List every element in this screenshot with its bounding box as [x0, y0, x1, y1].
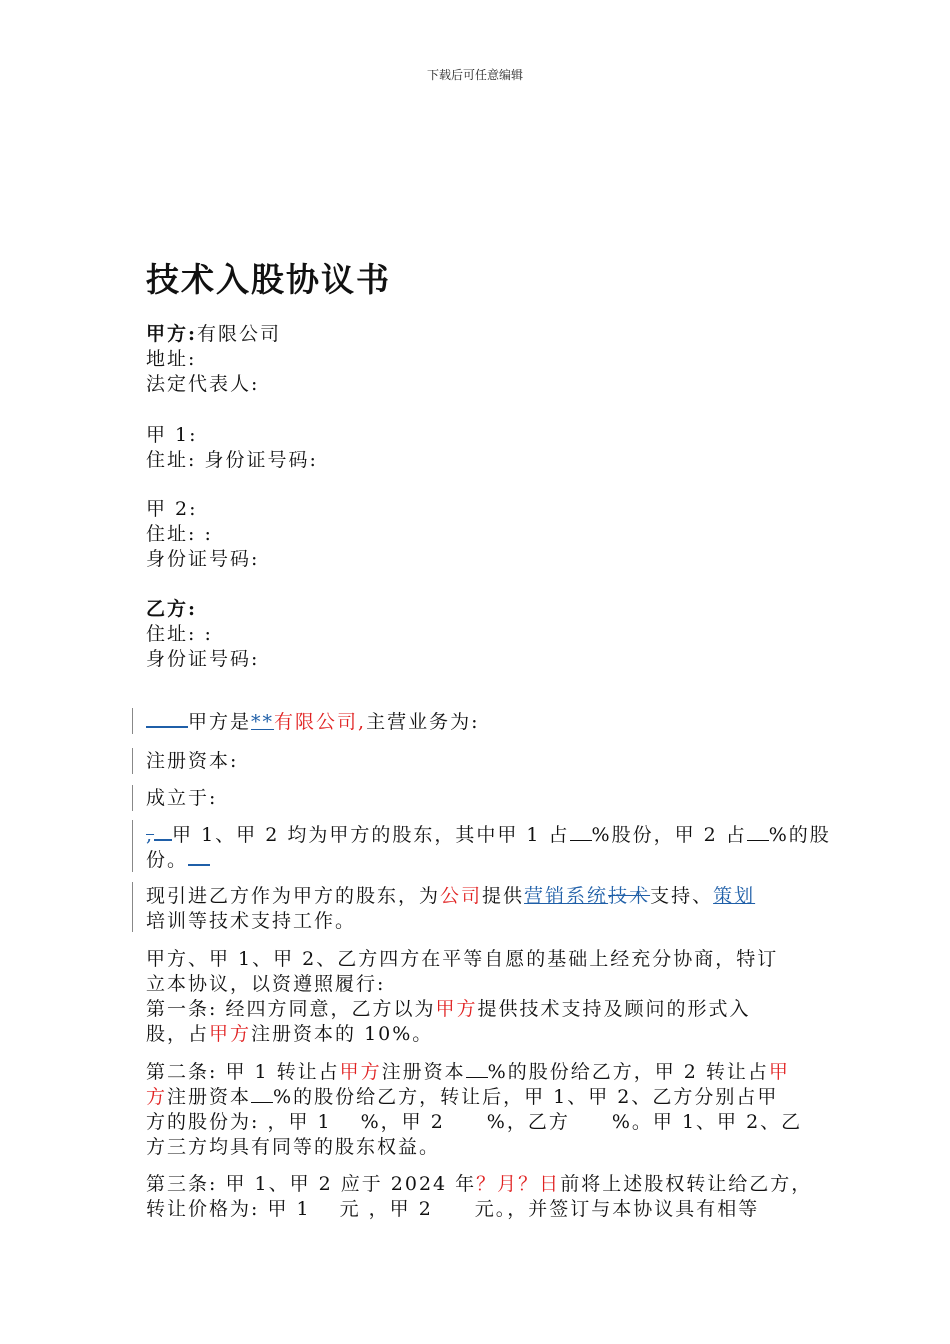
para-registered-capital: 注册资本:: [146, 750, 239, 772]
revision-bar: [132, 748, 133, 774]
deleted-text: 技术: [608, 885, 651, 907]
inserted-blank: [146, 710, 188, 728]
party-a-line: [146, 322, 281, 347]
article-2-line-3: 方的股份为: ，甲 1 %，甲 2 %，乙方 %。甲 1、甲 2、乙: [146, 1111, 803, 1133]
para-shareholders-2: 份。: [146, 848, 210, 873]
company-name-highlight: 有限公司,: [274, 711, 367, 733]
article-3-line-1: 第三条: 甲 1、甲 2 应于 2024 年？月？日前将上述股权转让给乙方，: [146, 1173, 813, 1195]
revision-bar: [132, 708, 133, 734]
article-3-line-2: 转让价格为: 甲 1 元 ，甲 2 元。，并签订与本协议具有相等: [146, 1198, 760, 1220]
party-b-address: 住址: :: [146, 623, 213, 645]
para-introduce-b-1: 现引进乙方作为甲方的股东，为公司提供营销系统技术支持、策划: [146, 885, 756, 907]
inserted-text: 营销系统: [524, 885, 609, 907]
document-title: 技术入股协议书: [146, 260, 391, 299]
page-header: 下载后可任意编辑: [426, 68, 523, 82]
party-a-label: 甲方:: [146, 323, 198, 345]
inserted-text: 策划: [713, 885, 756, 907]
a1-label: 甲 1:: [146, 424, 198, 446]
revision-bar: [132, 820, 133, 872]
para-agreement-1: 甲方、甲 1、甲 2、乙方四方在平等自愿的基础上经充分协商，特订: [146, 948, 779, 970]
a1-address-id: 住址: 身份证号码:: [146, 449, 318, 471]
party-a-name: 有限公司: [197, 323, 282, 345]
article-1-line-2: 股，占甲方注册资本的 10%。: [146, 1023, 434, 1045]
para-introduce-b-2: 培训等技术支持工作。: [146, 910, 357, 932]
party-b-id: 身份证号码:: [146, 648, 260, 670]
inserted-text: **: [251, 711, 275, 733]
para-shareholders-1: , 甲 1、甲 2 均为甲方的股东，其中甲 1 占 %股份，甲 2 占 %的股: [146, 824, 831, 846]
party-a-legal-rep: 法定代表人:: [146, 373, 260, 395]
a2-id: 身份证号码:: [146, 548, 260, 570]
a2-address: 住址: :: [146, 523, 213, 545]
party-a-address: 地址:: [146, 348, 197, 370]
a2-label: 甲 2:: [146, 498, 198, 520]
party-b-label: 乙方:: [146, 598, 198, 620]
para-agreement-2: 立本协议，以资遵照履行:: [146, 973, 386, 995]
revision-bar: [132, 882, 133, 932]
revision-bar: [132, 785, 133, 811]
deleted-mark: ,: [146, 824, 155, 846]
article-2-line-4: 方三方均具有同等的股东权益。: [146, 1136, 441, 1158]
article-1-line-1: 第一条: 经四方同意，乙方以为甲方提供技术支持及顾问的形式入: [146, 998, 751, 1020]
para-established: 成立于:: [146, 787, 218, 809]
para-company-intro: 甲方是**有限公司,主营业务为:: [146, 710, 479, 735]
article-2-line-2: 方注册资本 %的股份给乙方，转让后，甲 1、甲 2、乙方分别占甲: [146, 1086, 779, 1108]
article-2-line-1: 第二条: 甲 1 转让占甲方注册资本 %的股份给乙方，甲 2 转让占甲: [146, 1061, 790, 1083]
inserted-blank: [188, 848, 210, 866]
